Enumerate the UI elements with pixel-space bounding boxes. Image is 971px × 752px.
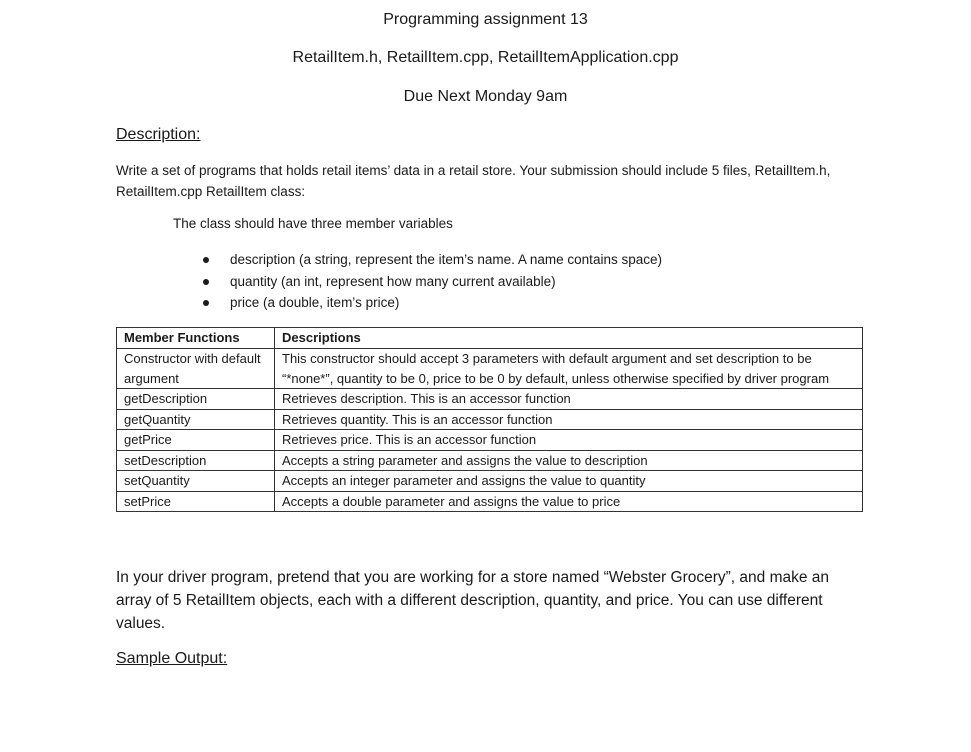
table-row [117,450,863,471]
function-desc-cell: This constructor should accept 3 parameters with default argument and set description to be “*none*”, quantity to be 0, price to be 0 by default, unless otherwise specified by driver program [275,349,863,389]
function-name-cell: setQuantity [117,471,275,492]
table-row [117,389,863,410]
due-date: Due Next Monday 9am [403,88,568,105]
function-name-cell: setPrice [117,491,275,512]
function-desc-cell: Accepts a string parameter and assigns the value to description [275,450,863,471]
table-row [117,409,863,430]
function-desc-cell: Retrieves price. This is an accessor function [275,430,863,451]
function-desc-cell: Retrieves quantity. This is an accessor function [275,409,863,430]
function-name-cell: Constructor with default argument [117,349,275,389]
description-heading: Description: [116,126,201,143]
assignment-title: Programming assignment 13 [383,11,588,28]
table-row [117,491,863,512]
function-name-cell: getDescription [117,389,275,410]
member-variables-intro: The class should have three member variables [173,216,453,231]
function-name-cell: getPrice [117,430,275,451]
driver-program-paragraph: In your driver program, pretend that you are working for a store named “Webster Grocery”, and make an array of 5 RetailItem objects, each with a different description, quantity, and price. You can use different values. [116,569,830,632]
list-item: quantity (an int, represent how many current available) [200,271,662,293]
file-list: RetailItem.h, RetailItem.cpp, RetailItemApplication.cpp [292,49,679,66]
column-header-member-functions: Member Functions [117,328,275,349]
function-desc-cell: Accepts a double parameter and assigns the value to price [275,491,863,512]
table-row [117,349,863,389]
intro-paragraph: Write a set of programs that holds retail items’ data in a retail store. Your submission should include 5 files, RetailItem.h, RetailItem.cpp RetailItem class: [116,163,831,199]
column-header-descriptions: Descriptions [275,328,863,349]
table-row [117,471,863,492]
sample-output-heading: Sample Output: [116,650,228,667]
member-variables-list [200,249,662,314]
function-name-cell: setDescription [117,450,275,471]
list-item: description (a string, represent the item’s name. A name contains space) [200,249,662,271]
list-item: price (a double, item’s price) [200,292,662,314]
function-desc-cell: Retrieves description. This is an accessor function [275,389,863,410]
function-name-cell: getQuantity [117,409,275,430]
function-desc-cell: Accepts an integer parameter and assigns the value to quantity [275,471,863,492]
table-row [117,430,863,451]
member-functions-table [116,327,863,512]
